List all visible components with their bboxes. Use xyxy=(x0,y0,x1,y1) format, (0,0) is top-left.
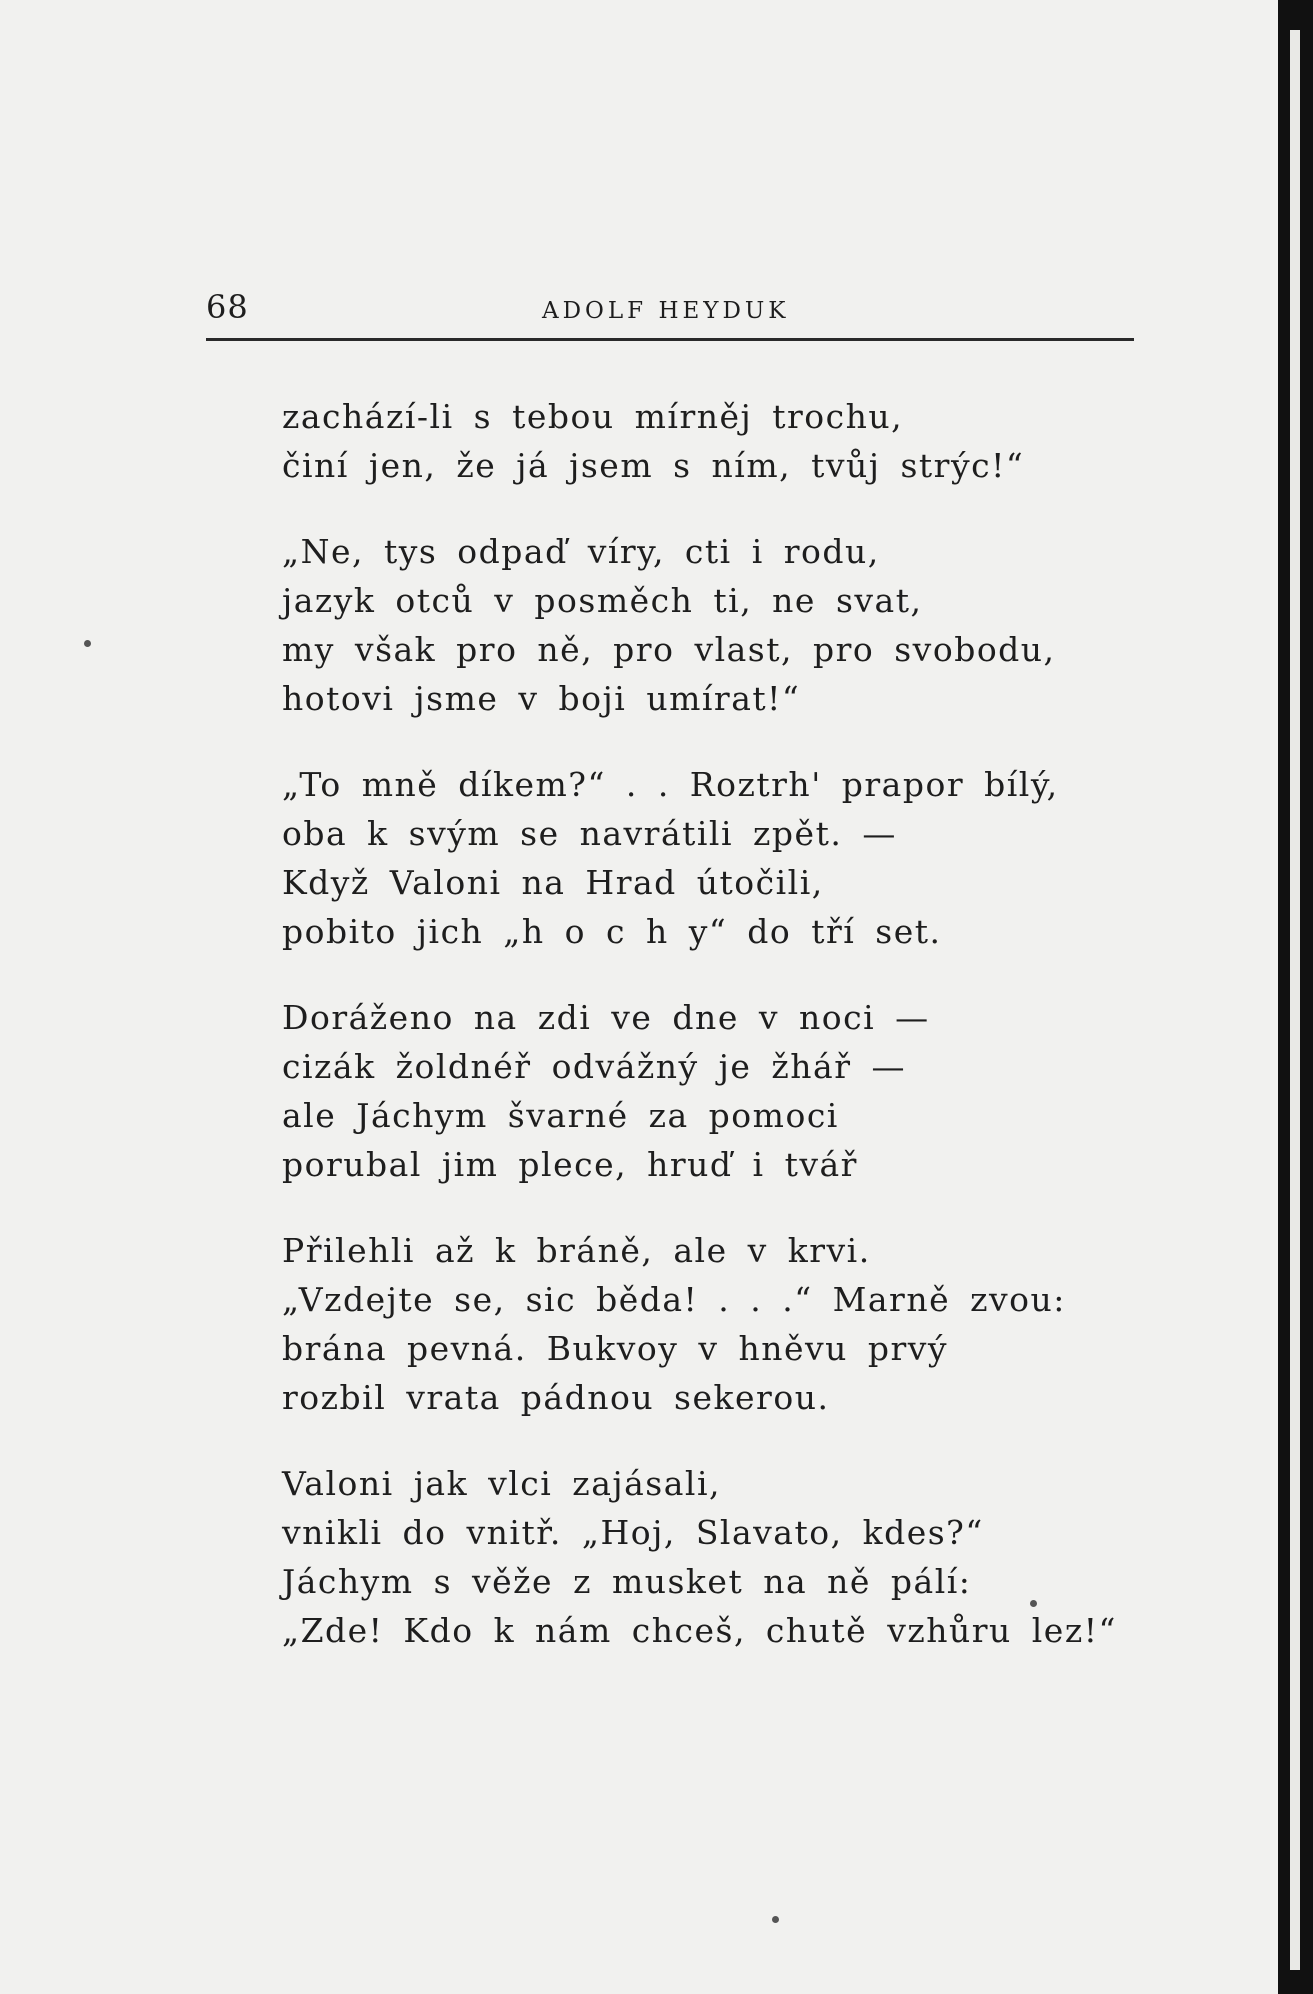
poem-line: Valoni jak vlci zajásali, xyxy=(282,1464,721,1503)
poem-line: ale Jáchym švarné za pomoci xyxy=(282,1096,839,1135)
poem-line: oba k svým se navrátili zpět. — xyxy=(282,814,897,853)
poem-line: my však pro ně, pro vlast, pro svobodu, xyxy=(282,630,1056,669)
poem-line: činí jen, že já jsem s ním, tvůj strýc!“ xyxy=(282,446,1025,485)
poem-line: „Vzdejte se, sic běda! . . .“ Marně zvou: xyxy=(282,1280,1066,1319)
poem-line: pobito jich „h o c h y“ do tří set. xyxy=(282,912,942,951)
poem-line: „To mně díkem?“ . . Roztrh' prapor bílý, xyxy=(282,765,1059,804)
poem-line: Jáchym s věže z musket na ně pálí: xyxy=(282,1562,972,1601)
poem-body xyxy=(282,392,1122,1692)
poem-line: „Ne, tys odpaď víry, cti i rodu, xyxy=(282,532,880,571)
poem-line: brána pevná. Bukvoy v hněvu prvý xyxy=(282,1329,949,1368)
poem-line: Doráženo na zdi ve dne v noci — xyxy=(282,998,930,1037)
poem-line: vnikli do vnitř. „Hoj, Slavato, kdes?“ xyxy=(282,1513,984,1552)
print-speck xyxy=(1030,1600,1037,1607)
poem-line: cizák žoldnéř odvážný je žhář — xyxy=(282,1047,906,1086)
poem-line: jazyk otců v posměch ti, ne svat, xyxy=(282,581,923,620)
print-speck xyxy=(84,640,91,647)
header-rule xyxy=(206,338,1134,341)
poem-line: zachází-li s tebou mírněj trochu, xyxy=(282,397,904,436)
stanza xyxy=(282,1459,1122,1655)
poem-line: Přilehli až k bráně, ale v krvi. xyxy=(282,1231,871,1270)
stanza xyxy=(282,527,1122,723)
page-number: 68 xyxy=(206,288,249,326)
page-edge xyxy=(1278,0,1313,1994)
poem-line: Když Valoni na Hrad útočili, xyxy=(282,863,824,902)
print-speck xyxy=(772,1916,779,1923)
poem-line: rozbil vrata pádnou sekerou. xyxy=(282,1378,830,1417)
page-header xyxy=(206,280,1134,340)
poem-line: hotovi jsme v boji umírat!“ xyxy=(282,679,801,718)
poem-line: porubal jim plece, hruď i tvář xyxy=(282,1145,858,1184)
stanza xyxy=(282,993,1122,1189)
stanza xyxy=(282,760,1122,956)
running-head: ADOLF HEYDUK xyxy=(542,298,790,324)
stanza xyxy=(282,392,1122,490)
stanza xyxy=(282,1226,1122,1422)
poem-line: „Zde! Kdo k nám chceš, chutě vzhůru lez!“ xyxy=(282,1611,1117,1650)
